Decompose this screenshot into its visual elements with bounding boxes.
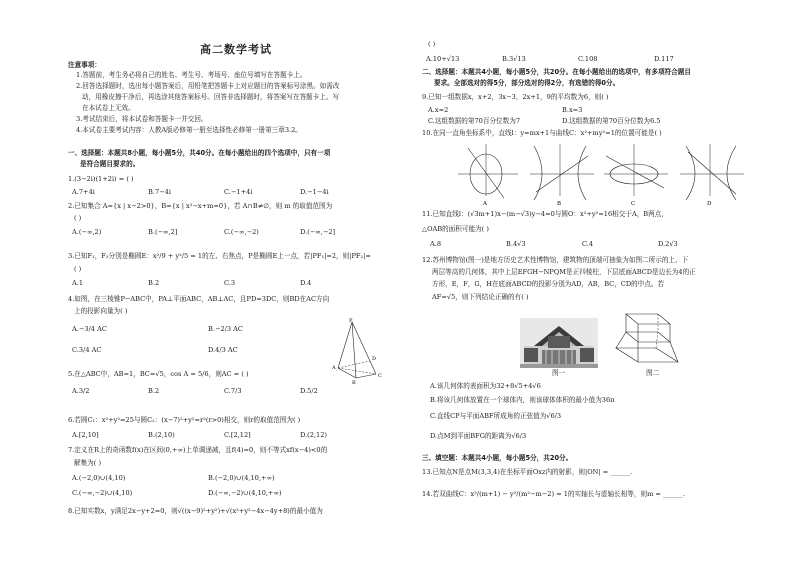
option: A.3/2 [72, 387, 90, 395]
option: D.这组数据的第70百分位数为6.5 [562, 117, 661, 125]
figure-label: P [349, 318, 353, 324]
graph-label: C [631, 201, 636, 206]
option: C.[2,12] [224, 431, 251, 439]
question-stem: 10.在同一直角坐标系中，直线l：y=mx+1与曲线C：x²+my²=1的位置可能是( ) [422, 129, 662, 137]
notice-item: 动，用橡皮擦干净后，再选涂其他答案标号。回答非选择题时，将答案写在答题卡上。写 [82, 93, 340, 101]
question-stem: 3.已知F₁，F₂分别是椭圆E：x²/9 + y²/5 = 1的左、右焦点，P是椭圆E上一点，若|PF₁|=2，则|PF₂|= [68, 252, 371, 260]
option: C.3 [224, 279, 236, 287]
right-column [422, 0, 740, 562]
option: C.这组数据的第70百分位数为7 [428, 117, 521, 125]
section-heading: 二、选择题：本题共4小题，每小题5分，共20分。在每小题给出的选项中，有多项符合题目 [422, 68, 691, 76]
graph-label: D [707, 201, 712, 206]
option: D.5/2 [300, 387, 318, 395]
solid-figure [612, 310, 684, 368]
figure-label: D [372, 356, 377, 362]
question-stem: 上的投影向量为( ) [74, 307, 128, 315]
option: B.2 [148, 387, 160, 395]
option: B.将该几何体放置在一个球体内，则该球体体积的最小值为36π [430, 396, 615, 404]
figure-caption: 图二 [646, 369, 660, 377]
question-stem: 2.已知集合 A={x | x−2>0}，B={x | x²−x+m=0}，若 A∩B≠∅，则 m 的取值范围为 [68, 202, 333, 210]
option: D.4/3 AC [208, 346, 238, 354]
question-stem: 7.定义在R上的奇函数f(x)在区间(0,+∞)上单调递减，且f(4)=0，则不等式xf(x−4)<0的 [68, 446, 328, 454]
museum-photo [520, 318, 598, 368]
section-heading: 一、选择题：本题共8小题，每小题5分，共40分。在每小题给出的四个选项中，只有一项 [68, 149, 331, 157]
question-stem: AF=√5，则下列结论正确的有( ) [432, 293, 529, 301]
question-stem: 1.(3−2i)(1+2i) = ( ) [68, 175, 134, 183]
option: B.(−∞,2] [148, 228, 178, 236]
tetrahedron-figure [330, 318, 386, 384]
option: D.2√3 [658, 240, 678, 248]
section-heading: 是符合题目要求的。 [80, 160, 140, 168]
option: D.117 [654, 55, 674, 63]
option: A.(−∞,2) [72, 228, 102, 236]
notice-item: 3.考试结束后，将本试卷和答题卡一并交回。 [76, 115, 208, 123]
option: C.直线CP与平面ABF所成角的正弦值为√6/3 [430, 412, 562, 420]
option: B.4√3 [506, 240, 526, 248]
option: B.(2,10) [148, 431, 175, 439]
option: D.(−∞,−2] [300, 228, 336, 236]
option: D.点M到平面BFG的距离为√6/3 [430, 432, 527, 440]
option: B.7−4i [148, 188, 171, 196]
question-stem: 8.已知实数x，y满足2x−y+2=0，则√((x−9)²+y²)+√(x²+y²−4x−4y+8)的最小值为 [68, 507, 323, 515]
option: D.(2,12) [300, 431, 327, 439]
figure-label: B [352, 380, 356, 384]
question-stem: 11.已知直线l：(√3m+1)x−(m−√3)y−4=0与圆O：x²+y²=16相交于A，B两点， [422, 210, 668, 218]
section-heading: 三、填空题：本题共4小题，每小题5分，共20分。 [422, 454, 573, 462]
question-stem: 6.若圆C₁：x²+y²=25与圆C₂：(x−7)²+y²=r²(r>0)相交，则r的取值范围为( ) [68, 416, 301, 424]
figure-label: A [332, 365, 336, 371]
notice-item: 在本试卷上无效。 [82, 104, 135, 112]
figure-label: C [378, 373, 382, 379]
notice-heading: 注意事项： [68, 61, 101, 69]
q10-graphs [456, 142, 746, 206]
option: A.−3/4 AC [72, 325, 107, 333]
question-stem: 12.苏州博物馆(图一)是地方历史艺术性博物馆，建筑物的顶端可抽象为如图二所示的上、下 [422, 256, 689, 264]
option: C.(−∞,−2)∪(4,10) [72, 489, 133, 497]
fill-question: 14.若双曲线C：x²/(m+1) − y²/(m²−m−2) = 1的实轴长与虚轴长相等，则m = ______. [422, 490, 685, 498]
notice-item: 4.本试卷主要考试内容：人教A版必修第一册至选择性必修第一册第三章3.2。 [76, 126, 302, 134]
option: A.7+4i [72, 188, 95, 196]
option: A.x=2 [428, 106, 449, 114]
option: C.3/4 AC [72, 346, 102, 354]
graph-b [530, 144, 594, 206]
option: C.(−∞,−2) [224, 228, 259, 236]
option: D.4 [300, 279, 312, 287]
graph-label: B [557, 201, 562, 206]
question-stem: ( ) [74, 214, 82, 222]
notice-item: 2.回答选择题时，选出每小题答案后，用铅笔把答题卡上对应题目的答案标号涂黑。如需改 [76, 82, 340, 90]
option: D.−1−4i [300, 188, 329, 196]
option: D.(−∞,−2)∪(4,10,+∞) [208, 489, 282, 497]
graph-d [680, 144, 744, 206]
question-stem: ( ) [428, 40, 436, 48]
option: B.x=3 [562, 106, 583, 114]
question-stem: 4.如图，在三棱锥P−ABC中，PA⊥平面ABC，AB⊥AC，且PD=3DC，则BD在AC方向 [68, 295, 330, 303]
graph-c [604, 144, 668, 206]
option: C.7/3 [224, 387, 242, 395]
section-heading: 要求。全部选对的得5分，部分选对的得2分，有选错的得0分。 [434, 79, 620, 87]
fill-question: 13.已知点N是点M(3,3,4)在坐标平面Oxz内的射影，则|ON| = ______. [422, 468, 633, 476]
question-stem: 两层等高的几何体，其中上层EFGH−NPQM是正四棱柱，下层底面ABCD是边长为4的正 [432, 268, 696, 276]
graph-label: A [483, 201, 487, 206]
left-column [68, 0, 390, 562]
option: A.10+√13 [426, 55, 460, 63]
question-stem: 9.已知一组数据x，x+2，3x−3，2x+1，9的平均数为6，则( ) [422, 93, 609, 101]
option: A.1 [72, 279, 84, 287]
option: B.2 [148, 279, 160, 287]
question-stem: 方形，E，F，G，H在底面ABCD的投影分别为AD，AB，BC，CD的中点。若 [432, 280, 665, 288]
question-stem: ( ) [74, 265, 82, 273]
option: B.(−2,0)∪(4,10,+∞) [208, 474, 275, 482]
option: B.3√13 [502, 55, 526, 63]
option: C.4 [582, 240, 594, 248]
option: C.−1+4i [224, 188, 253, 196]
option: A.[2,10] [72, 431, 99, 439]
question-stem: 解集为( ) [74, 459, 102, 467]
question-stem: △OAB的面积可能为( ) [422, 225, 489, 233]
figure-caption: 图一 [552, 369, 566, 377]
notice-item: 1.答题前，考生务必将自己的姓名、考生号、考场号、座位号填写在答题卡上。 [76, 71, 307, 79]
option: A.(−2,0)∪(4,10) [72, 474, 126, 482]
option: A.该几何体的表面积为32+8√5+4√6 [430, 382, 541, 390]
page-title: 高二数学考试 [200, 43, 272, 56]
option: A.8 [430, 240, 442, 248]
graph-a [458, 144, 518, 206]
option: B.−2/3 AC [208, 325, 243, 333]
question-stem: 5.在△ABC中，AB=1，BC=√5，cos A = 5/6，则AC = ( ) [68, 370, 249, 378]
option: C.108 [578, 55, 598, 63]
